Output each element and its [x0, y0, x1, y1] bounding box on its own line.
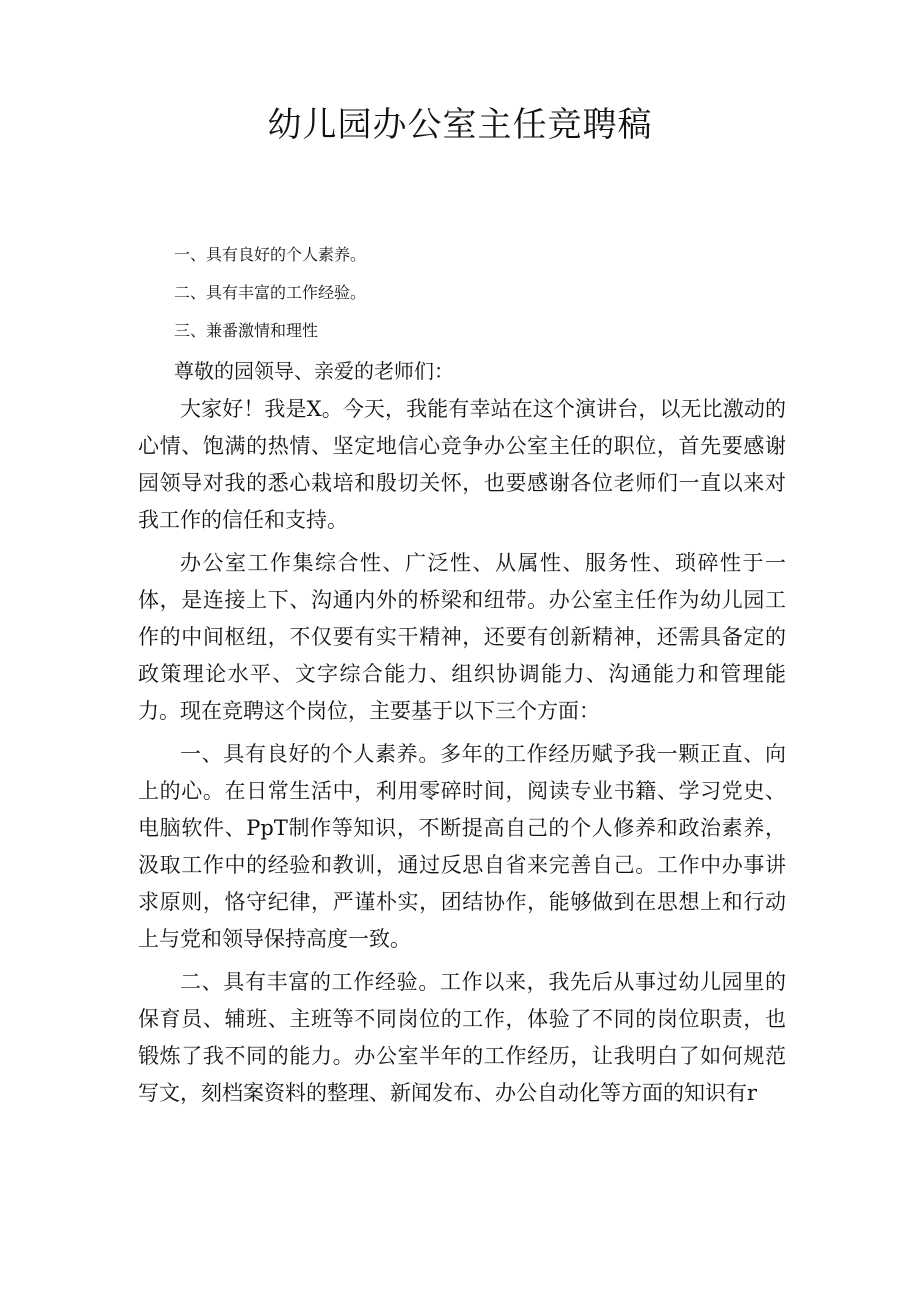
outline-list — [174, 236, 774, 350]
paragraph-personal-quality: 一、具有良好的个人素养。多年的工作经历赋予我一颗正直、向上的心。在日常生活中，利用零碎时间，阅读专业书籍、学习党史、电脑软件、PpT制作等知识，不断提高自己的个人修养和政治素养，汲取工作中的经验和教训，通过反思自省来完善自己。工作中办事讲求原则，恪守纪律，严谨朴实，团结协作，能够做到在思想上和行动上与党和领导保持高度一致。 — [138, 742, 786, 951]
paragraph-greeting: 大家好！我是X。今天，我能有幸站在这个演讲台，以无比激动的心情、饱满的热情、坚定地信心竞争办公室主任的职位，首先要感谢园领导对我的悉心栽培和殷切关怀，也要感谢各位老师们一直以来对我工作的信任和支持。 — [138, 397, 786, 532]
outline-item: 一、具有良好的个人素养。 — [174, 245, 367, 264]
outline-item: 三、兼番激情和理性 — [174, 321, 319, 340]
paragraph-work-experience: 二、具有丰富的工作经验。工作以来，我先后从事过幼儿园里的保育员、辅班、主班等不同岗位的工作，体验了不同的岗位职责，也锻炼了我不同的能力。办公室半年的工作经历，让我明白了如何规范写文，刻档案资料的整理、新闻发布、办公自动化等方面的知识有r — [138, 970, 786, 1105]
outline-item: 二、具有丰富的工作经验。 — [174, 283, 367, 302]
salutation: 尊敬的园领导、亲爱的老师们： — [174, 359, 454, 383]
paragraph-office-role: 办公室工作集综合性、广泛性、从属性、服务性、琐碎性于一体，是连接上下、沟通内外的桥梁和纽带。办公室主任作为幼儿园工作的中间枢纽，不仅要有实干精神，还要有创新精神，还需具备定的政策理论水平、文字综合能力、组织协调能力、沟通能力和管理能力。现在竞聘这个岗位，主要基于以下三个方面： — [138, 551, 786, 723]
speech-body — [138, 354, 786, 1112]
document-title: 幼儿园办公室主任竞聘稿 — [267, 105, 653, 145]
